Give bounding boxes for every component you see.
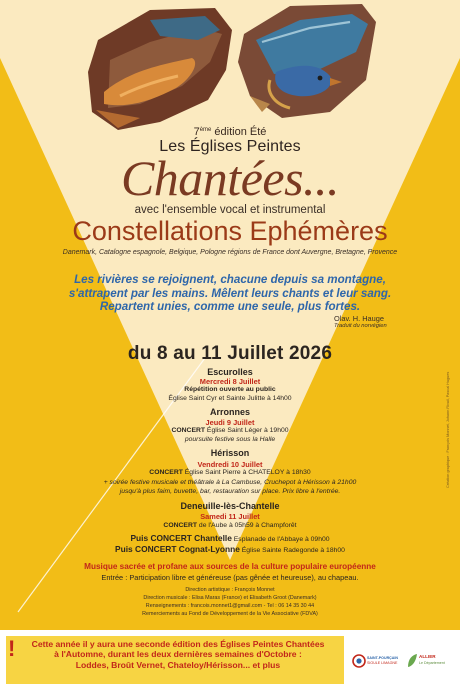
footer-line: Cette année il y aura une seconde édition des Églises Peintes Chantées [31,639,325,649]
festival-name: Les Églises Peintes [159,138,301,155]
event-line: Répétition ouverte au public [184,386,276,393]
quote-line: Repartent unies, comme une seule, plus fortes. [99,300,361,313]
town-arronnes: Arronnes [209,407,250,417]
logo2-line2: Le Département [419,661,445,665]
festival-title: Chantées... [120,150,340,206]
edition-sup: ème [199,127,212,133]
quote-translation-note: Traduit du norvégien [334,323,387,329]
quote-line: s'attrapent par les mains. Mêlent leurs chants et leur sang. [68,286,392,300]
quote-author: Olav. H. Hauge [334,314,384,323]
town-herisson: Hérisson [210,448,250,458]
logo1-line1: SAINT-POURÇAIN [367,656,398,660]
event-line: poursuite festive sous la Halle [184,436,276,443]
vertical-credit: Création graphique : François Monnet, Johann Rivail, Pascal Hugues [446,371,450,488]
countries-list: Danemark, Catalogne espagnole, Belgique, Pologne régions de France dont Auvergne, Bretagne, Provence [62,249,398,256]
ensemble-intro: avec l'ensemble vocal et instrumental [134,204,326,216]
day-arronnes: Jeudi 9 Juillet [205,418,255,427]
event-line: + soirée festive musicale et théâtrale à La Cambuse, Cruchepot à Hérisson à 21h00 [103,479,357,486]
event-line: CONCERT Église Saint Léger à 19h00 [171,427,289,434]
event-line: jusqu'à plus faim, buvette, bar, restauration sur place. Prix libre à l'entrée. [119,488,341,495]
logo2-line1: ALLIER [419,654,436,659]
logo-mark-icon [352,654,366,668]
event-line: Église Saint Cyr et Sainte Julitte à 14h00 [168,395,292,402]
event-line: CONCERT de l'Aube à 05h59 à Champforêt [163,522,297,529]
credit-thanks: Remerciements au Fond de Développement de la Vie Associative (FDVA) [142,611,318,617]
ensemble-name: Constellations Ephémères [72,216,388,246]
poem-quote [20,273,440,314]
event-line: Puis CONCERT Chantelle Esplanade de l'Abbaye à 09h00 [130,533,330,543]
credit-musical: Direction musicale : Elisa Maras (France) et Elisabeth Groot (Danemark) [143,595,317,601]
event-line: Puis CONCERT Cognat-Lyonne Église Sainte Radegonde à 18h00 [115,544,345,554]
footer-notice [18,639,338,670]
tagline: Musique sacrée et profane aux sources de la culture populaire européenne [84,562,376,571]
entry-info: Entrée : Participation libre et généreuse (pas gênée et heureuse), au chapeau. [101,573,359,582]
credit-artistic: Direction artistique : François Monnet [185,587,275,593]
quote-line: Les rivières se rejoignent, chacune depuis sa montagne, [74,273,386,286]
credit-info: Renseignements : francois.monnet1@gmail.com - Tel : 06 14 35 30 44 [145,603,315,609]
logo-saint-pourcain [352,652,404,670]
day-escurolles: Mercredi 8 Juillet [199,377,261,386]
footer-line: à l'Automne, durant les deux dernières semaines d'Octobre : [54,649,302,660]
day-herisson: Vendredi 10 Juillet [197,460,263,469]
logo-allier [406,650,454,672]
footer-line: Loddes, Broût Vernet, Chateloy/Hérisson... et plus [75,659,281,670]
town-deneuille: Deneuille-lès-Chantelle [180,501,280,511]
town-escurolles: Escurolles [207,367,253,377]
logo1-line2: SIOULE LIMAGNE [367,661,398,665]
day-deneuille: Samedi 11 Juillet [200,512,260,521]
festival-dates: du 8 au 11 Juillet 2026 [127,343,333,364]
event-line: CONCERT Église Saint Pierre à CHATELOY à 18h30 [149,469,311,476]
edition-label: 7ème édition Été [193,126,267,138]
exclamation-icon: ! [8,636,16,661]
logo-leaf-icon [406,653,418,669]
